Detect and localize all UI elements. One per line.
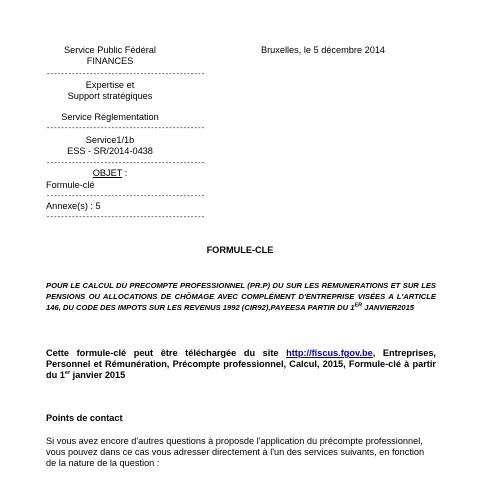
intro-sup: er	[64, 369, 71, 376]
department-line2: Support stratégiques	[67, 91, 153, 101]
reference-number: ESS - SR/2014-0438	[67, 146, 153, 156]
org-block	[46, 45, 174, 67]
org-name: Service Public Fédéral	[64, 45, 156, 55]
service-code-block	[46, 135, 174, 157]
service-code: Service1/1b	[85, 135, 135, 145]
intro-after-link: , Entreprises, Personnel et Rémunération, Précompte professionnel, Calcul, 2015, Formule-clé à partir du 1	[46, 348, 436, 380]
document-date: Bruxelles, le 5 décembre 2014	[260, 45, 386, 55]
separator-2: --------------------------------------------	[46, 125, 205, 133]
department-line1: Expertise et	[85, 80, 135, 90]
objet-colon: :	[122, 168, 128, 178]
intro-before-link: Cette formule-clé peut être téléchargée du site	[46, 348, 287, 358]
objet-label-line	[46, 168, 174, 179]
objet-value: Formule-clé	[46, 180, 95, 190]
subtitle-sup: ER	[354, 302, 363, 309]
subtitle-main: POUR LE CALCUL DU PRECOMPTE PROFESSIONNEL (PR.P) DU SUR LES REMUNERATIONS ET SUR LES PENSIONS OU ALLOCATIONS DE CHÔMAGE AVEC COMPLÉMENT D'ENTREPRISE VISÉES A L'ARTICLE 146, DU CODE DES IMPOTS SUR LES REVENUS 1992 (CIR92),PAYEESA PARTIR DU 1	[46, 281, 436, 312]
subtitle-end: JANVIER2015	[362, 303, 415, 312]
contact-paragraph: Si vous avez encore d'autres questions à proposde l'application du précompte professionnel, vous pouvez dans ce cas vous adresser directement à l'un des services suivants, en fonction de la nature de la question :	[46, 436, 425, 468]
separator-1: --------------------------------------------	[46, 71, 205, 79]
objet-label: OBJET	[92, 168, 123, 178]
department-block	[46, 80, 174, 102]
org-subname: FINANCES	[86, 56, 134, 66]
service-name: Service Réglementation	[61, 112, 159, 122]
intro-paragraph	[46, 348, 436, 381]
separator-3: --------------------------------------------	[46, 160, 205, 168]
fiscus-link[interactable]: http://fiscus.fgov.be	[286, 348, 373, 358]
contact-heading: Points de contact	[46, 413, 123, 423]
separator-5: --------------------------------------------	[46, 214, 205, 222]
intro-end: janvier 2015	[70, 370, 126, 380]
separator-4: --------------------------------------------	[46, 193, 205, 201]
annex-count: Annexe(s) : 5	[46, 201, 101, 211]
document-title: FORMULE-CLE	[206, 245, 274, 255]
document-subtitle	[46, 280, 436, 313]
